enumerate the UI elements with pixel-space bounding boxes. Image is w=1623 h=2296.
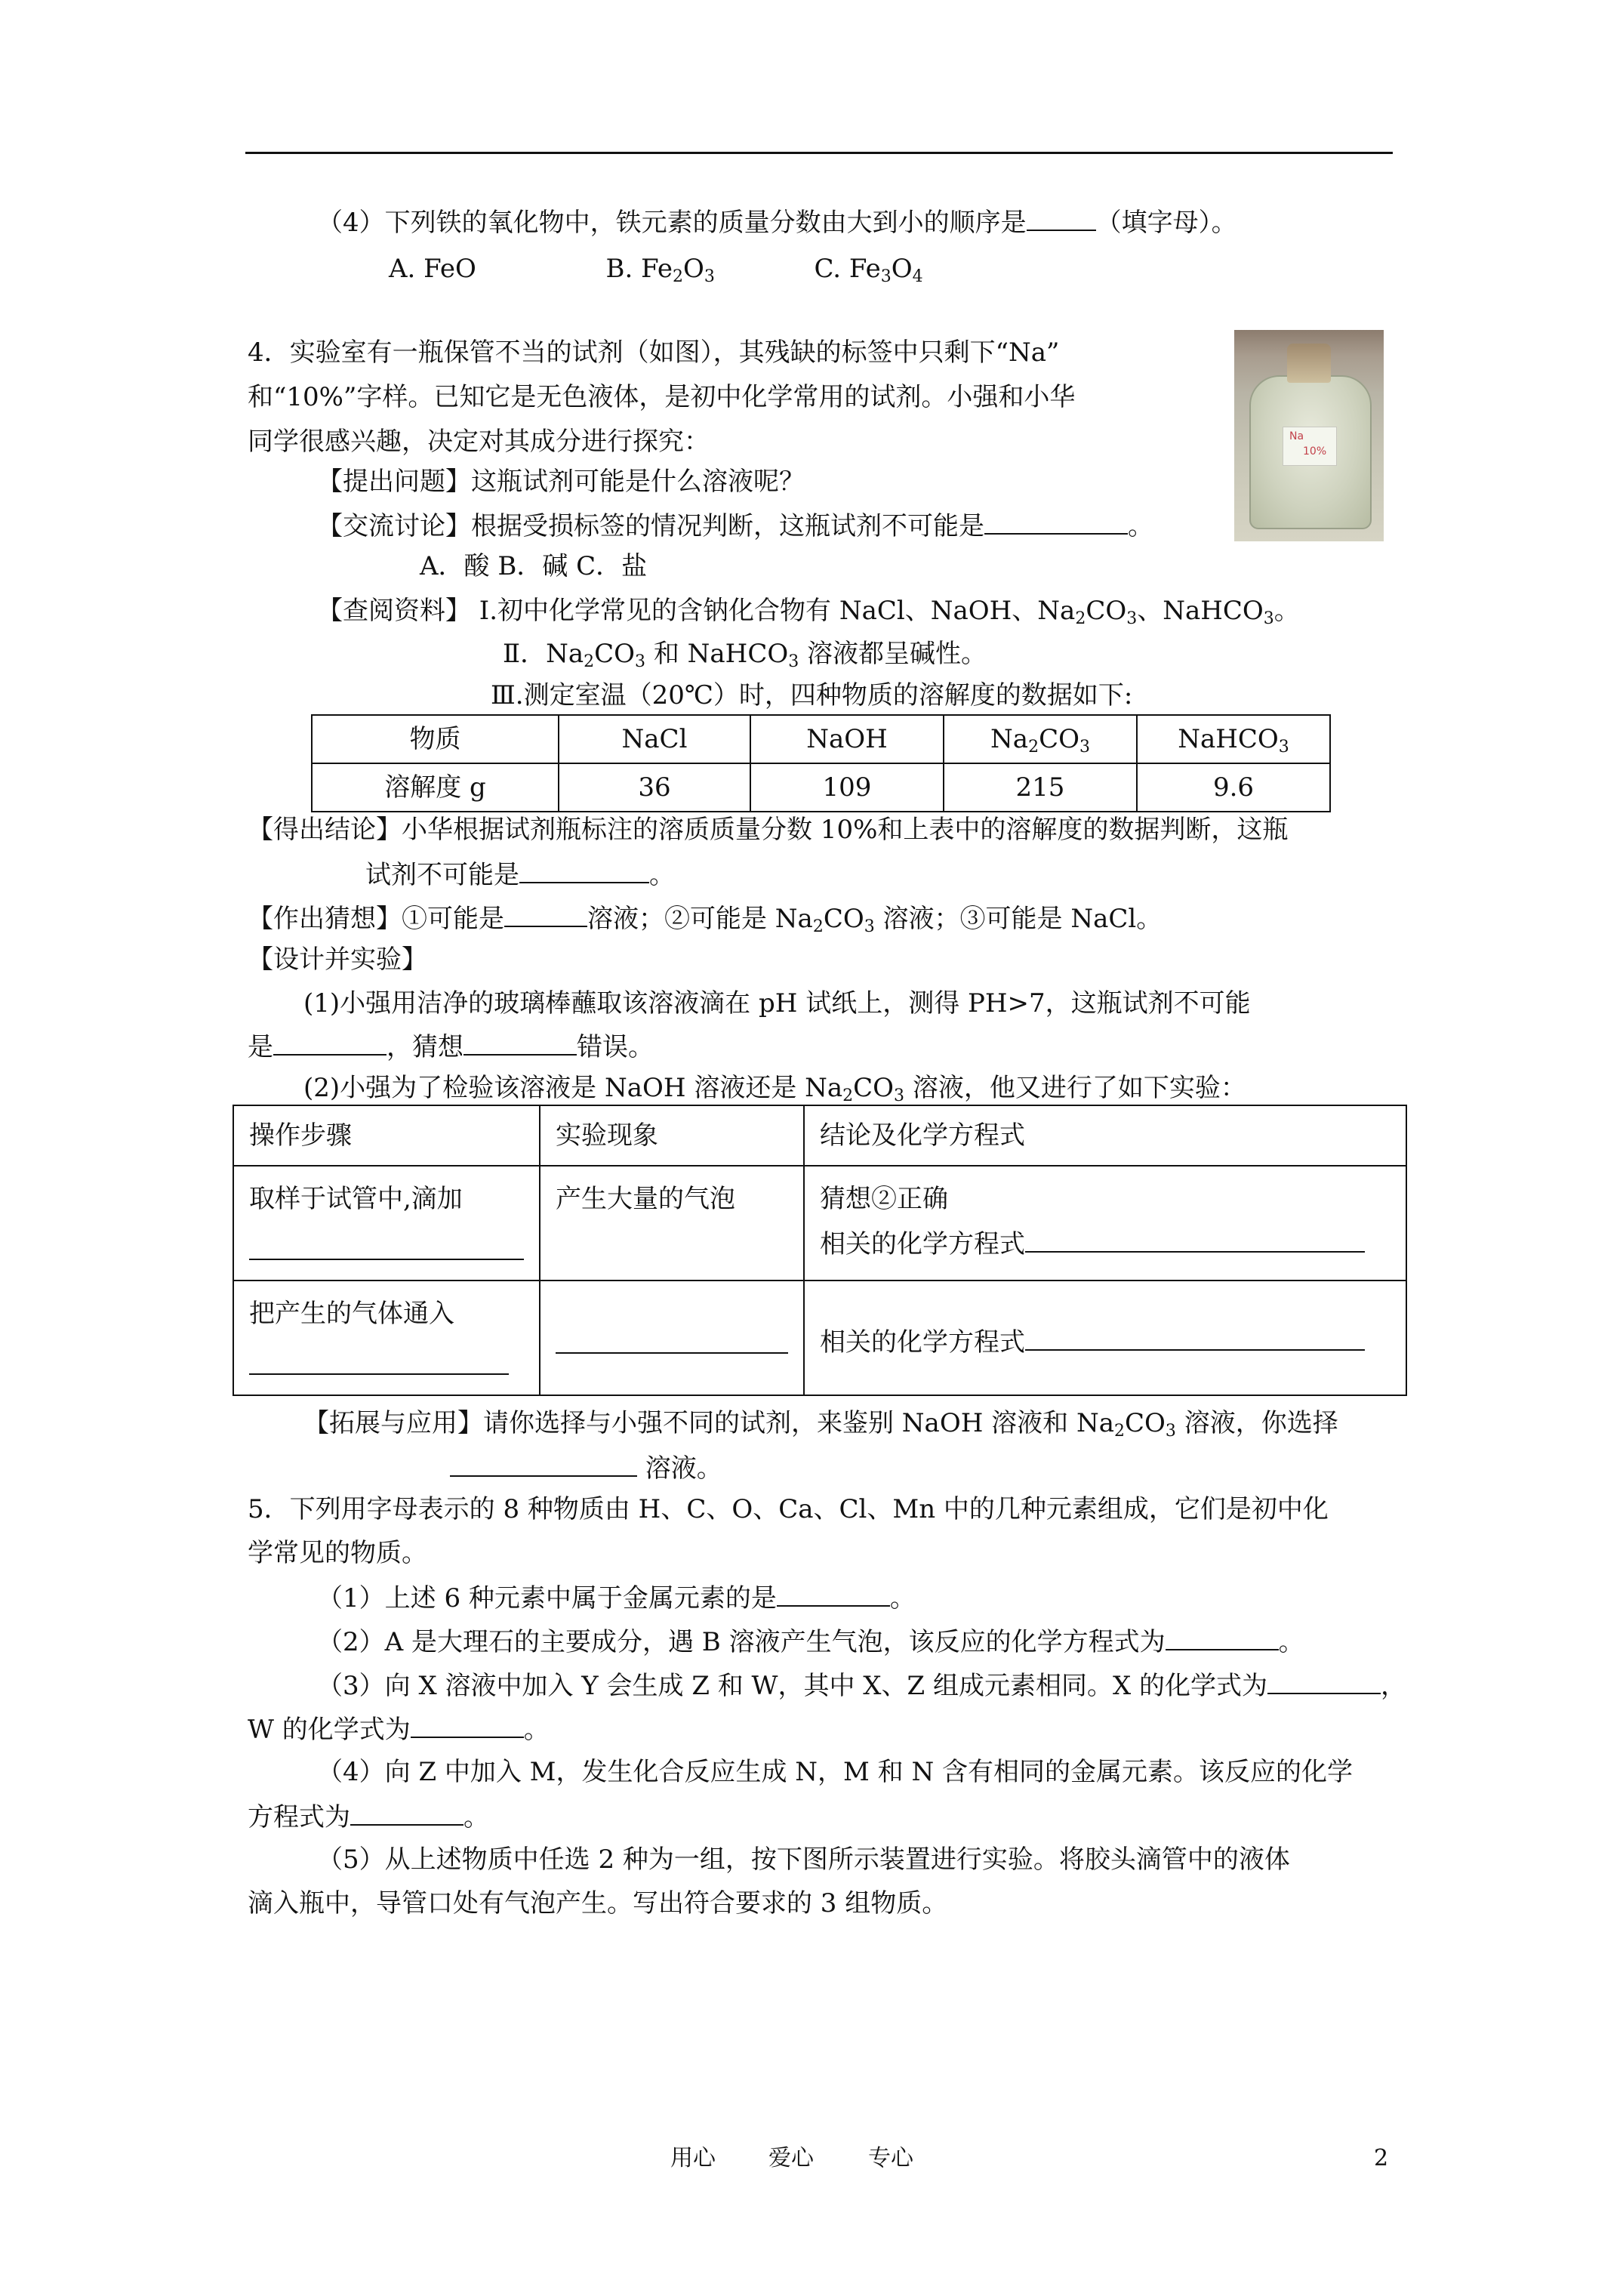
q4-extension-line2: 溶液。 [450,1450,722,1486]
q4-exp1-line2: 是 ，猜想 错误。 [248,1028,654,1065]
q4-extension-line1: 【拓展与应用】请你选择与小强不同的试剂，来鉴别 NaOH 溶液和 $Na_2CO_3$ 溶液，你选择 [303,1408,1338,1441]
q4-guess: 【作出猜想】①可能是 溶液；②可能是 $Na_2CO_3$ 溶液；③可能是 NaCl。 [248,900,1162,936]
header-rule [245,152,1393,154]
q4-design: 【设计并实验】 [248,945,427,975]
q5-part1: （1）上述 6 种元素中属于金属元素的是 。 [317,1579,916,1616]
q4-intro-line2: 和“10%”字样。已知它是无色液体，是初中化学常用的试剂。小强和小华 [248,382,1076,412]
page-number: 2 [1374,2145,1389,2171]
q4-ask: 【提出问题】这瓶试剂可能是什么溶液呢？ [317,467,805,497]
q4-exp1-line1: (1)小强用洁净的玻璃棒蘸取该溶液滴在 pH 试纸上，测得 PH>7，这瓶试剂不可能 [303,988,1251,1019]
q4-reference-1: 【查阅资料】 Ⅰ.初中化学常见的含钠化合物有 NaCl、NaOH、$Na_2CO_3$、NaHCO$_3$。 [317,596,1300,628]
q5-part2: （2）A 是大理石的主要成分，遇 B 溶液产生气泡，该反应的化学方程式为 。 [317,1623,1304,1660]
reagent-bottle-photo [1234,330,1384,541]
footer-slogan-3: 专心 [868,2145,913,2171]
table-row: 把产生的气体通入 相关的化学方程式 [233,1281,1406,1395]
q3-part4-stem: （4）下列铁的氧化物中，铁元素的质量分数由大到小的顺序是 （填字母）。 [317,204,1237,240]
q5-part3-line1: （3）向 X 溶液中加入 Y 会生成 Z 和 W，其中 X、Z 组成元素相同。X 的化学式为 ， [317,1667,1406,1703]
table-row: 取样于试管中,滴加 产生大量的气泡 猜想②正确 相关的化学方程式 [233,1166,1406,1281]
option-a: A. FeO [389,254,476,284]
q4-intro-line1: 4．实验室有一瓶保管不当的试剂（如图），其残缺的标签中只剩下“Na” [248,337,1060,368]
q5-intro-line2: 学常见的物质。 [248,1538,427,1568]
experiment-table [233,1105,1407,1396]
q4-reference-3: Ⅲ.测定室温（20℃）时，四种物质的溶解度的数据如下: [491,680,1133,710]
footer-slogan-2: 爱心 [768,2145,814,2171]
q4-reference-2: Ⅱ．$Na_2CO_3$ 和 NaHCO$_3$ 溶液都呈碱性。 [503,639,987,671]
q5-part3-line2: W 的化学式为 。 [248,1711,550,1747]
q5-intro-line1: 5．下列用字母表示的 8 种物质由 H、C、O、Ca、Cl、Mn 中的几种元素组成，它们是初中化 [248,1494,1329,1524]
q4-conclusion-line1: 【得出结论】小华根据试剂瓶标注的溶质质量分数 10%和上表中的溶解度的数据判断，这瓶 [248,815,1289,845]
option-c: C. $Fe_3O_4$ [814,254,923,286]
table-row: 物质 NaCl NaOH $Na_2CO_3$ NaHCO$_3$ [312,715,1330,763]
q4-discuss: 【交流讨论】根据受损标签的情况判断，这瓶试剂不可能是 。 [317,507,1153,544]
q5-part5-line1: （5）从上述物质中任选 2 种为一组，按下图所示装置进行实验。将胶头滴管中的液体 [317,1845,1290,1875]
q5-part5-line2: 滴入瓶中，导管口处有气泡产生。写出符合要求的 3 组物质。 [248,1888,948,1918]
q4-exp2-line: (2)小强为了检验该溶液是 NaOH 溶液还是 $Na_2CO_3$ 溶液，他又进行了如下实验： [303,1073,1246,1105]
q4-discuss-options: A．酸 B．碱 C．盐 [420,551,648,581]
q5-part4-line2: 方程式为 。 [248,1798,489,1835]
solubility-table [311,714,1331,812]
option-b: B. $Fe_2O_3$ [605,254,715,286]
table-row: 操作步骤 实验现象 结论及化学方程式 [233,1105,1406,1166]
table-row: 溶解度 g 36 109 215 9.6 [312,763,1330,812]
q4-intro-line3: 同学很感兴趣，决定对其成分进行探究： [248,427,710,457]
bottle-label: Na 10% [1283,427,1337,466]
q3-part4-options [389,251,923,286]
footer-slogan-1: 用心 [670,2145,716,2171]
q5-part4-line1: （4）向 Z 中加入 M，发生化合反应生成 N，M 和 N 含有相同的金属元素。该反应的化学 [317,1757,1354,1787]
q4-conclusion-line2: 试剂不可能是 。 [365,856,675,892]
